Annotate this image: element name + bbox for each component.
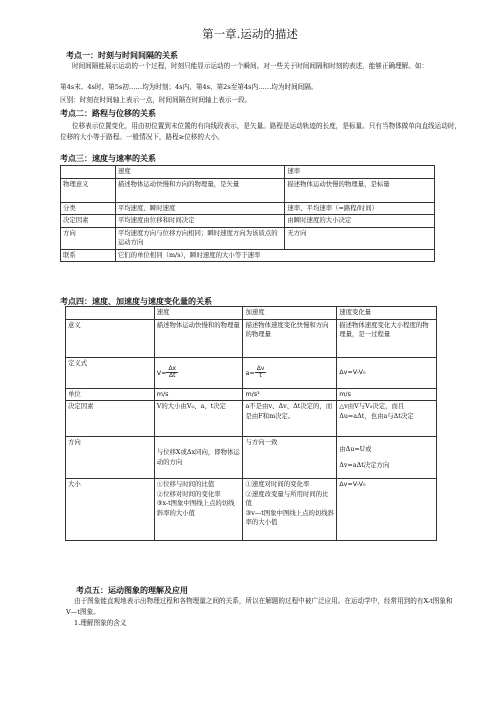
numerator: Δx [168, 364, 177, 372]
table-row [66, 437, 437, 479]
header-cell: 速率 [285, 166, 435, 179]
row-label: 联系 [61, 249, 116, 262]
row-label: 决定因素 [61, 215, 116, 228]
velocity-definition [154, 357, 243, 388]
section-5-paragraph-2: 1.理解图象的含义 [74, 619, 127, 627]
list-item: ②位移对时间的变化率 [156, 489, 221, 498]
section-2-heading: 考点二：路程与位移的关系 [60, 109, 156, 118]
fraction [255, 366, 267, 380]
velocity-acceleration-table [65, 306, 437, 541]
table-cell: △v由V与V₀决定，而且Δu=aΔt，也由a与Δt决定 [337, 401, 437, 437]
list-item: ①位移与时间的比值 [156, 480, 215, 488]
row-label: 决定因素 [66, 401, 155, 437]
acceleration-definition [243, 357, 337, 388]
denominator: t [259, 372, 262, 379]
table-cell: 速率、平均速率（=路程/时间） [285, 202, 435, 215]
speed-rate-table [60, 165, 435, 262]
table-cell [337, 437, 437, 479]
table-cell: m/s [154, 388, 243, 401]
table-row [61, 249, 435, 262]
header-cell [66, 307, 155, 320]
table-row [61, 227, 435, 249]
table-row [66, 388, 437, 401]
header-cell [61, 166, 116, 179]
row-label: 方向 [61, 227, 116, 249]
table-cell: 描述物体运动快慢的物理量，是标量 [285, 178, 435, 202]
table-cell: 描述物体速度变化大小程度的物理量，是一过程量 [337, 319, 437, 357]
section-5-heading: 考点五：运动图象的理解及应用 [76, 586, 188, 595]
table-cell: 描述物体速度变化快慢和方向的物理量 [243, 319, 337, 357]
row-label: 分类 [61, 202, 116, 215]
table-cell: Δv=V-V₀ [337, 479, 437, 541]
row-label: 大小 [66, 479, 155, 541]
section-1-paragraph-1: 时间间隔能展示运动的一个过程，时刻只能显示运动的一个瞬间。对一些关于时间间隔和时刻的表述，能够正确理解。如： [72, 62, 429, 70]
table-cell: 它们的单位相同（m/s），瞬时速度的大小等于速率 [115, 249, 434, 262]
fraction [166, 366, 178, 380]
list-item: ③v—t图象中图线上点的切线斜率的大小值 [245, 508, 335, 526]
direction-line: Δv=aΔt决定方向 [339, 460, 390, 469]
row-label: 物理意义 [61, 178, 116, 202]
chapter-title: 第一章.运动的描述 [202, 27, 298, 41]
header-cell: 加速度 [243, 307, 337, 320]
header-cell: 速度 [154, 307, 243, 320]
numerator: Δv [256, 364, 265, 372]
section-3-heading: 考点三：速度与速率的关系 [60, 154, 156, 163]
table-cell: 平均速度、瞬时速度 [115, 202, 285, 215]
section-4-heading: 考点四：速度、加速度与速度变化量的关系 [60, 297, 212, 306]
section-2-paragraph: 位移表示位置变化，用由初位置到末位置的有向线段表示，是矢量。路程是运动轨迹的长度，是标量。只有当物体做单向直线运动时，位移的大小等于路程。一般情况下，路程≥位移的大小。 [60, 122, 462, 141]
table-row [66, 357, 437, 388]
header-cell: 速度 [115, 166, 285, 179]
section-1-paragraph-2: 第4s末、4s时、第5s初……均为时刻；4s内、第4s、第2s至第4s内……均为时间间隔。 [60, 83, 318, 91]
velocity-change-definition: Δv=V-V₀ [337, 357, 437, 388]
table-header-row [66, 307, 437, 320]
row-label: 意义 [66, 319, 155, 357]
table-cell: 与方向一致 [243, 437, 337, 479]
formula-text: V= [156, 368, 167, 377]
row-label: 定义式 [66, 357, 155, 388]
direction-line: 由Δu=U或 [339, 445, 372, 453]
table-cell: 描述物体运动快慢和的物理量 [154, 319, 243, 357]
section-1-heading: 考点一：时刻与时间间隔的关系 [66, 51, 178, 60]
table-cell: 与位移X或Δx同向，即物体运动的方向 [154, 437, 243, 479]
list-item: ①速度对时间的变化率 [245, 480, 310, 488]
formula-text: a= [245, 368, 255, 377]
header-cell: 速度变化量 [337, 307, 437, 320]
list-item: ③x-t图象中图线上点的切线斜率的大小值 [156, 499, 235, 517]
table-row [61, 202, 435, 215]
list-item: ②速度改变量与所用时间的比值 [245, 489, 329, 507]
table-cell [154, 479, 243, 541]
table-cell: m/s [337, 388, 437, 401]
table-row [66, 319, 437, 357]
table-row [66, 479, 437, 541]
table-cell: 由瞬时速度的大小决定 [285, 215, 435, 228]
section-1-paragraph-3: 区别：时刻在时间轴上表示一点，时间间隔在时间轴上表示一段。 [60, 96, 252, 104]
table-row [66, 401, 437, 437]
table-cell: a不是由v、Δv、Δt决定的，而是由F和m决定。 [243, 401, 337, 437]
table-header-row [61, 166, 435, 179]
table-cell: 平均速度方向与位移方向相同；瞬时速度方向为该质点的运动方向 [115, 227, 285, 249]
table-cell: 描述物体运动快慢和方向的物理量，是矢量 [115, 178, 285, 202]
table-row [61, 178, 435, 202]
table-row [61, 215, 435, 228]
section-5-paragraph-1: 由于图象能直观地表示出物理过程和各物理量之间的关系，所以在解题的过程中被广泛应用。在运动学中，经常用到的有X-t图象和V—t图象。 [66, 597, 453, 616]
table-cell: 平均速度由位移和时间决定 [115, 215, 285, 228]
denominator: Δt [169, 372, 176, 379]
table-cell [243, 479, 337, 541]
table-cell: 无方向 [285, 227, 435, 249]
table-cell: V的大小由V₀、a、t决定 [154, 401, 243, 437]
row-label: 方向 [66, 437, 155, 479]
row-label: 单位 [66, 388, 155, 401]
table-cell: m/s² [243, 388, 337, 401]
